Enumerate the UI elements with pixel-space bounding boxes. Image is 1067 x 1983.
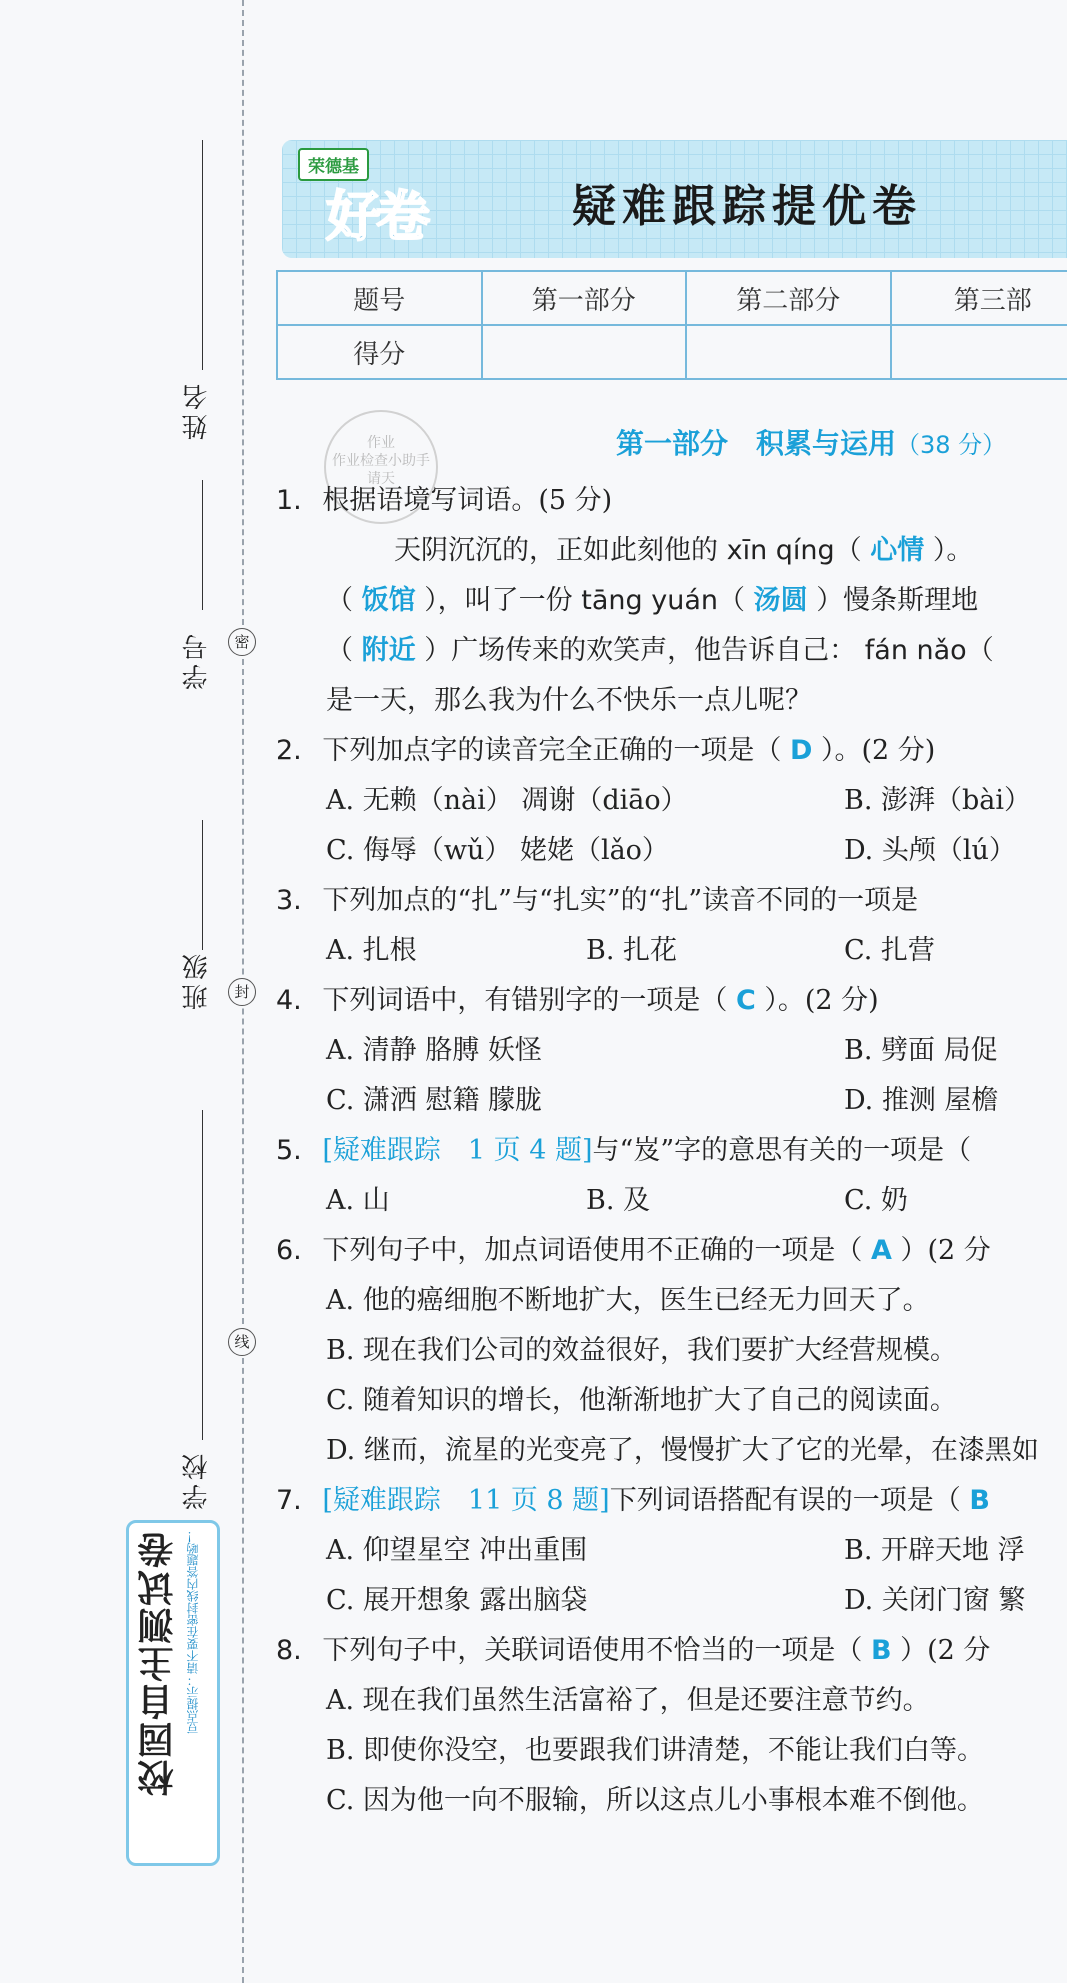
question-7 bbox=[276, 1478, 990, 1517]
question-3 bbox=[276, 878, 918, 917]
answer: D bbox=[789, 735, 813, 766]
score-cell: 题号 bbox=[277, 271, 482, 325]
option-a[interactable]: A. 现在我们虽然生活富裕了，但是还要注意节约。 bbox=[326, 1685, 930, 1716]
binding-margin bbox=[0, 0, 250, 1983]
question-text: ）(2 分 bbox=[900, 1235, 991, 1266]
pinyin: tāng yuán bbox=[581, 585, 718, 616]
section-heading bbox=[616, 422, 1006, 462]
question-number: 7. bbox=[276, 1485, 302, 1516]
question-5 bbox=[276, 1128, 971, 1167]
tracking-tag: [疑难跟踪 11 页 8 题] bbox=[322, 1485, 610, 1516]
number-label: 学号 bbox=[182, 630, 212, 690]
option-d[interactable]: D. 关闭门窗 繁 bbox=[844, 1585, 1026, 1616]
question-number: 8. bbox=[276, 1635, 302, 1666]
score-input-cell[interactable] bbox=[686, 325, 891, 379]
option-c[interactable]: C. 扎营 bbox=[844, 935, 935, 966]
answer: C bbox=[735, 985, 756, 1016]
question-number: 5. bbox=[276, 1135, 302, 1166]
option-c[interactable]: C. 侮辱（wǔ） 姥姥（lǎo） bbox=[326, 835, 669, 866]
option-a[interactable]: A. 他的癌细胞不断地扩大，医生已经无力回天了。 bbox=[326, 1285, 930, 1316]
score-row-header bbox=[277, 271, 1067, 325]
question-text: 下列加点的“扎”与“扎实”的“扎”读音不同的一项是 bbox=[322, 885, 919, 916]
score-input-cell[interactable] bbox=[482, 325, 687, 379]
option-b[interactable]: B. 澎湃（bài） bbox=[844, 785, 1032, 816]
question-number: 3. bbox=[276, 885, 302, 916]
question-4 bbox=[276, 978, 879, 1017]
question-text: 下列词语中，有错别字的一项是（ bbox=[322, 985, 728, 1016]
stamp-text: 作业检查小助手 bbox=[332, 453, 430, 469]
class-underline bbox=[202, 820, 203, 950]
question-1 bbox=[276, 478, 612, 517]
question-number: 6. bbox=[276, 1235, 302, 1266]
question-text: ）。(2 分) bbox=[764, 985, 879, 1016]
class-label: 班级 bbox=[182, 950, 212, 1010]
score-cell: 第一部分 bbox=[482, 271, 687, 325]
option-b[interactable]: B. 及 bbox=[586, 1185, 651, 1216]
option-c[interactable]: C. 因为他一向不服输，所以这点儿小事根本难不倒他。 bbox=[326, 1785, 984, 1816]
school-underline bbox=[202, 1110, 203, 1440]
answer: B bbox=[870, 1635, 892, 1666]
option-a[interactable]: A. 无赖（nài） 凋谢（diāo） bbox=[326, 785, 688, 816]
option-b[interactable]: B. 开辟天地 浮 bbox=[844, 1535, 1025, 1566]
question-number: 4. bbox=[276, 985, 302, 1016]
option-b[interactable]: B. 现在我们公司的效益很好，我们要扩大经营规模。 bbox=[326, 1335, 958, 1366]
option-c[interactable]: C. 随着知识的增长，他渐渐地扩大了自己的阅读面。 bbox=[326, 1385, 957, 1416]
question-8 bbox=[276, 1628, 990, 1667]
question-text: 下列句子中，加点词语使用不正确的一项是（ bbox=[322, 1235, 863, 1266]
question-number: 1. bbox=[276, 485, 302, 516]
option-c[interactable]: C. 展开想象 露出脑袋 bbox=[326, 1585, 588, 1616]
seal-xian: 线 bbox=[228, 1328, 256, 1356]
name-underline bbox=[202, 140, 203, 370]
answer: 心情 bbox=[870, 535, 925, 566]
score-cell: 得分 bbox=[277, 325, 482, 379]
badge-tip: 豆点提示：请不要在密封线内答题哟！ bbox=[186, 1530, 200, 1734]
answer: 饭馆 bbox=[361, 585, 416, 616]
option-a[interactable]: A. 山 bbox=[326, 1185, 390, 1216]
question-text: 下列加点字的读音完全正确的一项是（ bbox=[322, 735, 782, 766]
score-cell: 第二部分 bbox=[686, 271, 891, 325]
paper-title: 疑难跟踪提优卷 bbox=[572, 181, 922, 232]
option-b[interactable]: B. 劈面 局促 bbox=[844, 1035, 998, 1066]
school-label: 学校 bbox=[182, 1450, 212, 1510]
question-text: ）(2 分 bbox=[900, 1635, 991, 1666]
option-a[interactable]: A. 仰望星空 冲出重围 bbox=[326, 1535, 588, 1566]
answer: 附近 bbox=[361, 635, 416, 666]
q1-text: ），叫了一份 bbox=[424, 585, 573, 616]
q1-line-2: （ 饭馆 ），叫了一份 tāng yuán（ 汤圆 ）慢条斯理地 bbox=[326, 585, 979, 616]
pinyin: xīn qíng bbox=[726, 535, 835, 566]
q1-text: 天阴沉沉的，正如此刻他的 bbox=[394, 535, 718, 566]
paper-content bbox=[276, 0, 1067, 1983]
q1-text: ）。 bbox=[932, 535, 974, 566]
q1-line-1: 天阴沉沉的，正如此刻他的 xīn qíng（ 心情 ）。 bbox=[394, 535, 974, 566]
question-text: 下列句子中，关联词语使用不恰当的一项是（ bbox=[322, 1635, 863, 1666]
question-6 bbox=[276, 1228, 991, 1267]
option-d[interactable]: D. 推测 屋檐 bbox=[844, 1085, 999, 1116]
badge-title: 校园自主测试卷 bbox=[138, 1530, 179, 1796]
score-table bbox=[276, 270, 1067, 380]
tracking-tag: [疑难跟踪 1 页 4 题] bbox=[322, 1135, 593, 1166]
question-text: ）。(2 分) bbox=[820, 735, 936, 766]
option-a[interactable]: A. 清静 胳膊 妖怪 bbox=[326, 1035, 542, 1066]
q1-line-3: （ 附近 ）广场传来的欢笑声，他告诉自己： fán nǎo（ bbox=[326, 635, 994, 666]
section-points: （38 分） bbox=[896, 431, 1007, 459]
score-cell: 第三部 bbox=[891, 271, 1067, 325]
option-a[interactable]: A. 扎根 bbox=[326, 935, 417, 966]
number-underline bbox=[202, 480, 203, 610]
brand-label: 荣德基 bbox=[298, 148, 369, 181]
header-banner bbox=[282, 140, 1067, 258]
question-number: 2. bbox=[276, 735, 302, 766]
q1-text: ）广场传来的欢笑声，他告诉自己： bbox=[424, 635, 857, 666]
question-text: 下列词语搭配有误的一项是（ bbox=[609, 1485, 961, 1516]
option-b[interactable]: B. 扎花 bbox=[586, 935, 678, 966]
answer: 汤圆 bbox=[753, 585, 808, 616]
pinyin: fán nǎo bbox=[864, 635, 967, 666]
question-text: 与“岌”字的意思有关的一项是（ bbox=[592, 1135, 972, 1166]
option-b[interactable]: B. 即使你没空，也要跟我们讲清楚，不能让我们白等。 bbox=[326, 1735, 985, 1766]
seal-mi: 密 bbox=[228, 628, 256, 656]
section-title: 第一部分 积累与运用 bbox=[616, 427, 897, 460]
answer: B bbox=[969, 1485, 990, 1516]
option-c[interactable]: C. 奶 bbox=[844, 1185, 908, 1216]
answer: A bbox=[870, 1235, 892, 1266]
option-d[interactable]: D. 头颅（lú） bbox=[844, 835, 1016, 866]
stamp-text: 作业 bbox=[367, 435, 395, 451]
question-2 bbox=[276, 728, 935, 767]
name-label: 姓名 bbox=[182, 380, 212, 440]
q1-text: ）慢条斯理地 bbox=[816, 585, 979, 616]
score-row-score bbox=[277, 325, 1067, 379]
option-d[interactable]: D. 继而，流星的光变亮了，慢慢扩大了它的光晕，在漆黑如 bbox=[326, 1435, 1039, 1466]
q1-line-4: 是一天，那么我为什么不快乐一点儿呢？ bbox=[326, 685, 812, 716]
option-c[interactable]: C. 潇洒 慰籍 朦胧 bbox=[326, 1085, 543, 1116]
seal-feng: 封 bbox=[228, 978, 256, 1006]
question-text: 根据语境写词语。(5 分) bbox=[322, 485, 613, 516]
score-input-cell[interactable] bbox=[891, 325, 1067, 379]
stamp-text: 请天 bbox=[367, 471, 395, 487]
logo: 好卷 bbox=[326, 185, 426, 248]
